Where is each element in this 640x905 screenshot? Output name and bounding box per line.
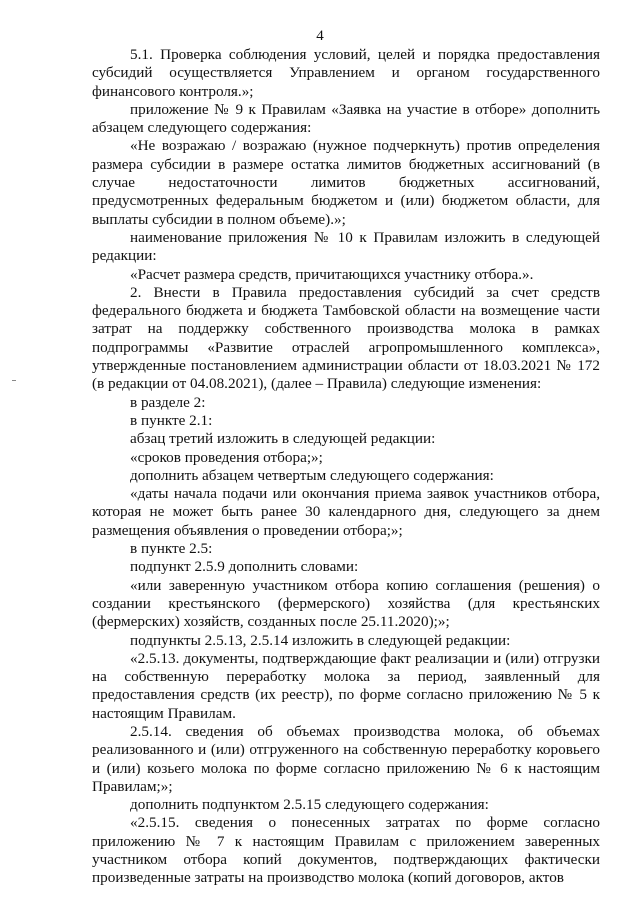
paragraph: подпункты 2.5.13, 2.5.14 изложить в следующей редакции:: [130, 631, 511, 649]
paragraph: дополнить подпунктом 2.5.15 следующего содержания:: [130, 796, 489, 814]
paragraph: «2.5.15. сведения о понесенных затратах по форме согласно приложению № 7 к настоящим Правилам с приложением заверенных участником отбора копий документов, подтверждающих фактически произведенные затраты на производство молока (копий договоров, актов: [92, 814, 600, 887]
paragraph: «2.5.13. документы, подтверждающие факт реализации и (или) отгрузки на собственную переработку молока за период, заявленный для предоставления средств (их реестр), по форме согласно приложению № 5 к настоящим Правилам.: [92, 649, 600, 722]
paragraph: в разделе 2:: [130, 393, 206, 411]
paragraph: дополнить абзацем четвертым следующего содержания:: [130, 466, 494, 484]
paragraph: 2.5.14. сведения об объемах производства молока, об объемах реализованного и (или) отгруженного на собственную переработку коровьего и (или) козьего молока по форме согласно приложению № 6 к настоящим Правилам;»;: [92, 722, 600, 795]
paragraph: «сроков проведения отбора;»;: [130, 448, 323, 466]
paragraph: наименование приложения № 10 к Правилам изложить в следующей редакции:: [92, 228, 600, 265]
paragraph: «или заверенную участником отбора копию соглашения (решения) о создании крестьянского (фермерского) хозяйства (для крестьянских (фермерских) хозяйств, созданных после 25.11.2020);»;: [92, 576, 600, 631]
page-number: 4: [316, 28, 324, 44]
margin-mark: [12, 380, 16, 381]
paragraph: «даты начала подачи или окончания приема заявок участников отбора, которая не может быть ранее 30 календарного дня, следующего за днем размещения объявления о проведении отбора;»;: [92, 485, 600, 539]
paragraph: приложение № 9 к Правилам «Заявка на участие в отборе» дополнить абзацем следующего содержания:: [92, 100, 600, 137]
paragraph: в пункте 2.1:: [130, 411, 213, 429]
paragraph: абзац третий изложить в следующей редакции:: [130, 430, 436, 448]
document-body: [92, 46, 600, 888]
paragraph: подпункт 2.5.9 дополнить словами:: [130, 558, 359, 576]
paragraph: 2. Внести в Правила предоставления субсидий за счет средств федерального бюджета и бюджета Тамбовской области на возмещение части затрат на поддержку собственного производства молока в рамках подпрограммы «Развитие отраслей агропромышленного комплекса», утвержденные постановлением администрации области от 18.03.2021 № 172 (в редакции от 04.08.2021), (далее – Правила) следующие изменения:: [92, 283, 600, 393]
paragraph: «Расчет размера средств, причитающихся участнику отбора.».: [130, 265, 534, 283]
paragraph: «Не возражаю / возражаю (нужное подчеркнуть) против определения размера субсидии в размере остатка лимитов бюджетных ассигнований (в случае недостаточности лимитов бюджетных ассигнований, предусмотренных федеральным бюджетом и (или) бюджетом области, для выплаты субсидии в полном объеме).»;: [92, 137, 600, 228]
paragraph: в пункте 2.5:: [130, 540, 213, 558]
paragraph: 5.1. Проверка соблюдения условий, целей и порядка предоставления субсидий осуществляется Управлением и органом государственного финансового контроля.»;: [92, 46, 600, 100]
